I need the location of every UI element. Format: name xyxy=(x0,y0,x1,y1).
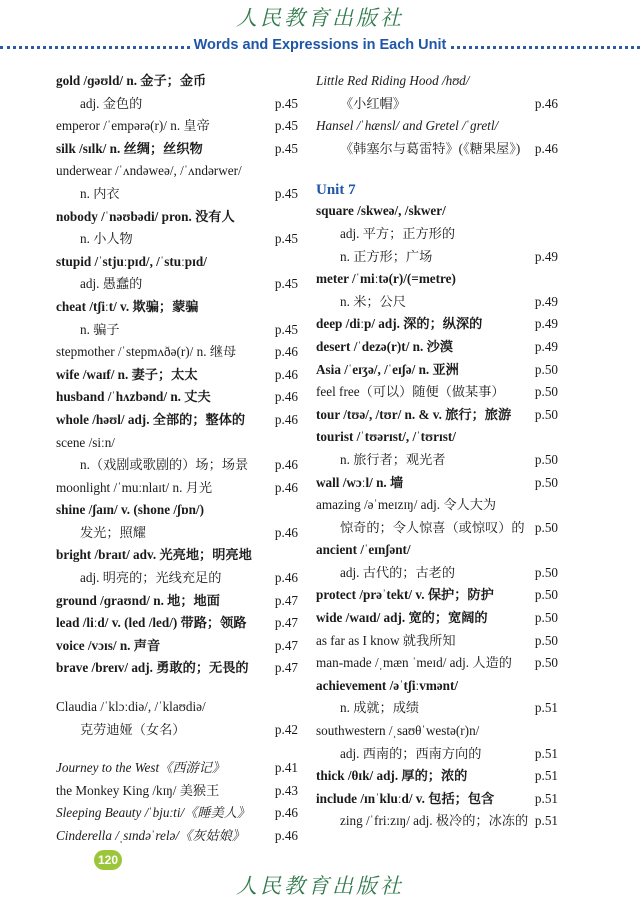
glossary-definition xyxy=(56,273,298,296)
page-reference: p.45 xyxy=(274,321,298,337)
glossary-entry xyxy=(316,426,558,449)
page-reference: p.45 xyxy=(274,118,298,134)
glossary-entry xyxy=(56,757,298,780)
entry-text: bright /braɪt/ adv. 光亮地；明亮地 xyxy=(56,547,252,563)
entry-text: wall /wɔːl/ n. 墙 xyxy=(316,474,404,490)
banner-title: Words and Expressions in Each Unit xyxy=(190,37,451,53)
section-spacer xyxy=(316,160,558,176)
page-reference: p.46 xyxy=(274,805,298,821)
publisher-logo-bottom: 人民教育出版社 xyxy=(236,874,404,898)
glossary-entry xyxy=(56,590,298,613)
entry-text: stupid /ˈstjuːpɪd/, /ˈstuːpɪd/ xyxy=(56,253,207,269)
glossary-entry xyxy=(56,780,298,803)
entry-text: emperor /ˈempərə(r)/ n. 皇帝 xyxy=(56,118,210,134)
page-reference: p.42 xyxy=(274,721,298,737)
entry-text: amazing /əˈmeɪzɪŋ/ adj. 令人大为 xyxy=(316,497,497,513)
glossary-entry xyxy=(56,206,298,229)
entry-text: husband /ˈhʌzbənd/ n. 丈夫 xyxy=(56,389,211,405)
page-reference: p.47 xyxy=(274,615,298,631)
entry-text: brave /breɪv/ adj. 勇敢的；无畏的 xyxy=(56,660,249,676)
page-reference: p.45 xyxy=(274,231,298,247)
glossary-definition xyxy=(316,93,558,116)
glossary-entry xyxy=(316,359,558,382)
entry-text: tour /tʊə/, /tʊr/ n. & v. 旅行；旅游 xyxy=(316,406,512,422)
glossary-entry xyxy=(316,675,558,698)
entry-text: wife /waɪf/ n. 妻子；太太 xyxy=(56,366,198,382)
entry-text: n. 内衣 xyxy=(80,185,120,201)
glossary-entry xyxy=(316,607,558,630)
page-reference: p.45 xyxy=(274,140,298,156)
entry-text: n. 旅行者；观光者 xyxy=(340,451,446,467)
glossary-entry xyxy=(56,341,298,364)
glossary-entry xyxy=(56,138,298,161)
glossary-definition xyxy=(316,562,558,585)
glossary-entry xyxy=(56,825,298,848)
page-reference: p.47 xyxy=(274,637,298,653)
entry-text: adj. 金色的 xyxy=(80,95,143,111)
page-reference: p.46 xyxy=(274,828,298,843)
entry-text: n. 正方形；广场 xyxy=(340,248,433,264)
glossary-entry xyxy=(316,584,558,607)
entry-text: zing /ˈfriːzɪŋ/ adj. 极冷的；冰冻的 xyxy=(340,813,529,829)
entry-text: ground /ɡraʊnd/ n. 地；地面 xyxy=(56,592,220,608)
entry-text: shine /ʃaɪn/ v. (shone /ʃɒn/) xyxy=(56,502,204,518)
glossary-entry xyxy=(316,200,558,223)
page-reference: p.41 xyxy=(274,760,298,776)
entry-text: tourist /ˈtʊərɪst/, /ˈtʊrɪst/ xyxy=(316,429,456,445)
page-reference: p.50 xyxy=(534,632,558,648)
page-reference: p.49 xyxy=(534,293,558,309)
page-reference: p.46 xyxy=(274,411,298,427)
glossary-entry xyxy=(316,404,558,427)
section-banner xyxy=(0,33,640,61)
page-reference: p.50 xyxy=(534,587,558,603)
glossary-entry xyxy=(316,765,558,788)
glossary-entry xyxy=(56,544,298,567)
glossary-definition xyxy=(56,93,298,116)
entry-text: nobody /ˈnəʊbədi/ pron. 没有人 xyxy=(56,208,235,224)
glossary-definition xyxy=(316,246,558,269)
page-reference: p.50 xyxy=(534,519,558,535)
glossary-entry xyxy=(316,313,558,336)
glossary-entry xyxy=(56,251,298,274)
glossary-entry xyxy=(316,494,558,517)
glossary-definition xyxy=(56,319,298,342)
glossary-definition xyxy=(56,567,298,590)
glossary-entry xyxy=(56,432,298,455)
glossary-entry xyxy=(316,336,558,359)
entry-text: ancient /ˈeɪnʃənt/ xyxy=(316,542,411,558)
glossary-entry xyxy=(316,720,558,743)
section-spacer xyxy=(56,680,298,696)
glossary-entry xyxy=(316,70,558,93)
page-reference: p.45 xyxy=(274,95,298,111)
glossary-entry xyxy=(56,477,298,500)
page-reference: p.46 xyxy=(274,570,298,586)
glossary-entry xyxy=(316,381,558,404)
page-reference: p.46 xyxy=(274,479,298,495)
entry-text: scene /siːn/ xyxy=(56,434,115,450)
section-spacer xyxy=(56,741,298,757)
entry-text: voice /vɔɪs/ n. 声音 xyxy=(56,637,161,653)
entry-text: 《小红帽》 xyxy=(340,95,406,111)
glossary-entry xyxy=(316,472,558,495)
glossary-definition xyxy=(316,138,558,161)
entry-text: achievement /əˈtʃiːvmənt/ xyxy=(316,677,459,693)
glossary-definition xyxy=(316,223,558,246)
page-reference: p.47 xyxy=(274,592,298,608)
entry-text: wide /waɪd/ adj. 宽的；宽阔的 xyxy=(316,610,488,626)
entry-text: square /skweə/, /skwer/ xyxy=(316,203,446,219)
page-reference: p.46 xyxy=(534,140,558,156)
page-reference: p.49 xyxy=(534,338,558,354)
glossary-definition xyxy=(56,719,298,742)
entry-text: 《韩塞尔与葛雷特》(《糖果屋》) xyxy=(340,140,521,156)
entry-text: man-made /ˌmæn ˈmeɪd/ adj. 人造的 xyxy=(316,655,512,671)
page-reference: p.43 xyxy=(274,782,298,798)
glossary-entry xyxy=(56,635,298,658)
glossary-entry xyxy=(56,364,298,387)
page-reference: p.47 xyxy=(274,660,298,676)
glossary-entry xyxy=(316,539,558,562)
entry-text: as far as I know 就我所知 xyxy=(316,632,456,648)
entry-text: gold /ɡəʊld/ n. 金子；金币 xyxy=(56,73,207,88)
entry-text: 克劳迪娅（女名） xyxy=(80,721,186,737)
glossary-definition xyxy=(316,697,558,720)
glossary-definition xyxy=(316,291,558,314)
entry-text: whole /həʊl/ adj. 全部的；整体的 xyxy=(56,411,246,427)
page-reference: p.51 xyxy=(534,813,558,829)
entry-text: Hansel /ˈhænsl/ and Gretel /ˈɡretl/ xyxy=(316,118,499,134)
entry-text: Journey to the West《西游记》 xyxy=(56,760,226,776)
glossary-entry xyxy=(56,499,298,522)
entry-text: n. 米；公尺 xyxy=(340,293,406,309)
unit-heading: Unit 7 xyxy=(316,182,356,199)
glossary-definition xyxy=(56,228,298,251)
entry-text: moonlight /ˈmuːnlaɪt/ n. 月光 xyxy=(56,479,213,495)
glossary-entry xyxy=(56,115,298,138)
glossary-entry xyxy=(316,268,558,291)
page-reference: p.51 xyxy=(534,790,558,806)
page-reference: p.51 xyxy=(534,700,558,716)
entry-text: underwear /ˈʌndəweə/, /ˈʌndərwer/ xyxy=(56,163,242,179)
page-reference: p.50 xyxy=(534,406,558,422)
glossary-definition xyxy=(316,743,558,766)
entry-text: adj. 西南的；西南方向的 xyxy=(340,745,482,761)
page-reference: p.46 xyxy=(534,95,558,111)
entry-text: protect /prəˈtekt/ v. 保护；防护 xyxy=(316,587,494,603)
right-glossary-column xyxy=(316,70,558,833)
glossary-entry xyxy=(56,409,298,432)
page-reference: p.46 xyxy=(274,524,298,540)
page-reference: p.50 xyxy=(534,361,558,377)
glossary-entry xyxy=(56,296,298,319)
entry-text: n. 骗子 xyxy=(80,321,120,337)
page-reference: p.50 xyxy=(534,384,558,400)
entry-text: 发光；照耀 xyxy=(80,524,146,540)
page-reference: p.49 xyxy=(534,248,558,264)
glossary-entry xyxy=(56,696,298,719)
page-reference: p.49 xyxy=(534,316,558,332)
entry-text: stepmother /ˈstepmʌðə(r)/ n. 继母 xyxy=(56,344,237,360)
page-reference: p.46 xyxy=(274,457,298,473)
glossary-entry xyxy=(316,115,558,138)
glossary-entry xyxy=(56,70,298,93)
page-reference: p.51 xyxy=(534,745,558,761)
entry-text: desert /ˈdezə(r)t/ n. 沙漠 xyxy=(316,338,453,354)
entry-text: meter /ˈmiːtə(r)/(=metre) xyxy=(316,271,456,287)
entry-text: silk /sɪlk/ n. 丝绸；丝织物 xyxy=(56,140,203,156)
entry-text: adj. 平方；正方形的 xyxy=(340,225,456,241)
page-reference: p.50 xyxy=(534,564,558,580)
entry-text: Little Red Riding Hood /hʊd/ xyxy=(316,73,470,88)
glossary-entry xyxy=(316,788,558,811)
entry-text: Sleeping Beauty /ˈbjuːti/《睡美人》 xyxy=(56,805,251,821)
glossary-definition xyxy=(56,522,298,545)
page-reference: p.51 xyxy=(534,768,558,784)
entry-text: adj. 古代的；古老的 xyxy=(340,564,456,580)
page-reference: p.50 xyxy=(534,655,558,671)
glossary-definition xyxy=(56,183,298,206)
page-reference: p.50 xyxy=(534,610,558,626)
glossary-entry xyxy=(316,630,558,653)
glossary-definition xyxy=(316,449,558,472)
left-glossary-column xyxy=(56,70,298,848)
page-reference: p.45 xyxy=(274,185,298,201)
glossary-entry xyxy=(316,652,558,675)
entry-text: Cinderella /ˌsɪndəˈrelə/《灰姑娘》 xyxy=(56,828,245,843)
page-reference: p.46 xyxy=(274,366,298,382)
glossary-entry xyxy=(56,657,298,680)
glossary-definition xyxy=(56,454,298,477)
glossary-definition xyxy=(316,517,558,540)
entry-text: feel free（可以）随便（做某事） xyxy=(316,384,505,400)
glossary-entry xyxy=(56,802,298,825)
entry-text: thick /θɪk/ adj. 厚的；浓的 xyxy=(316,768,468,784)
entry-text: n.（戏剧或歌剧的）场；场景 xyxy=(80,457,249,473)
entry-text: adj. 明亮的；光线充足的 xyxy=(80,570,222,586)
glossary-entry xyxy=(56,160,298,183)
page-reference: p.46 xyxy=(274,344,298,360)
glossary-definition xyxy=(316,810,558,833)
entry-text: southwestern /ˌsaʊθˈwestə(r)n/ xyxy=(316,723,480,739)
publisher-logo-top: 人民教育出版社 xyxy=(236,6,404,30)
glossary-entry xyxy=(56,612,298,635)
entry-text: include /ɪnˈkluːd/ v. 包括；包含 xyxy=(316,790,495,806)
entry-text: Asia /ˈeɪʒə/, /ˈeɪʃə/ n. 亚洲 xyxy=(316,361,459,377)
entry-text: Claudia /ˈklɔːdiə/, /ˈklaʊdiə/ xyxy=(56,699,206,715)
entry-text: lead /liːd/ v. (led /led/) 带路；领路 xyxy=(56,615,247,631)
entry-text: deep /diːp/ adj. 深的；纵深的 xyxy=(316,316,483,332)
entry-text: the Monkey King /kɪŋ/ 美猴王 xyxy=(56,782,220,798)
entry-text: n. 小人物 xyxy=(80,231,133,247)
page-reference: p.50 xyxy=(534,474,558,490)
page-reference: p.50 xyxy=(534,451,558,467)
entry-text: 惊奇的；令人惊喜（或惊叹）的 xyxy=(340,519,525,535)
page-reference: p.45 xyxy=(274,276,298,292)
glossary-entry xyxy=(56,386,298,409)
page-reference: p.46 xyxy=(274,389,298,405)
entry-text: n. 成就；成绩 xyxy=(340,700,420,716)
page-number-badge: 120 xyxy=(94,850,122,870)
entry-text: adj. 愚蠢的 xyxy=(80,276,143,292)
entry-text: cheat /tʃiːt/ v. 欺骗；蒙骗 xyxy=(56,298,199,314)
